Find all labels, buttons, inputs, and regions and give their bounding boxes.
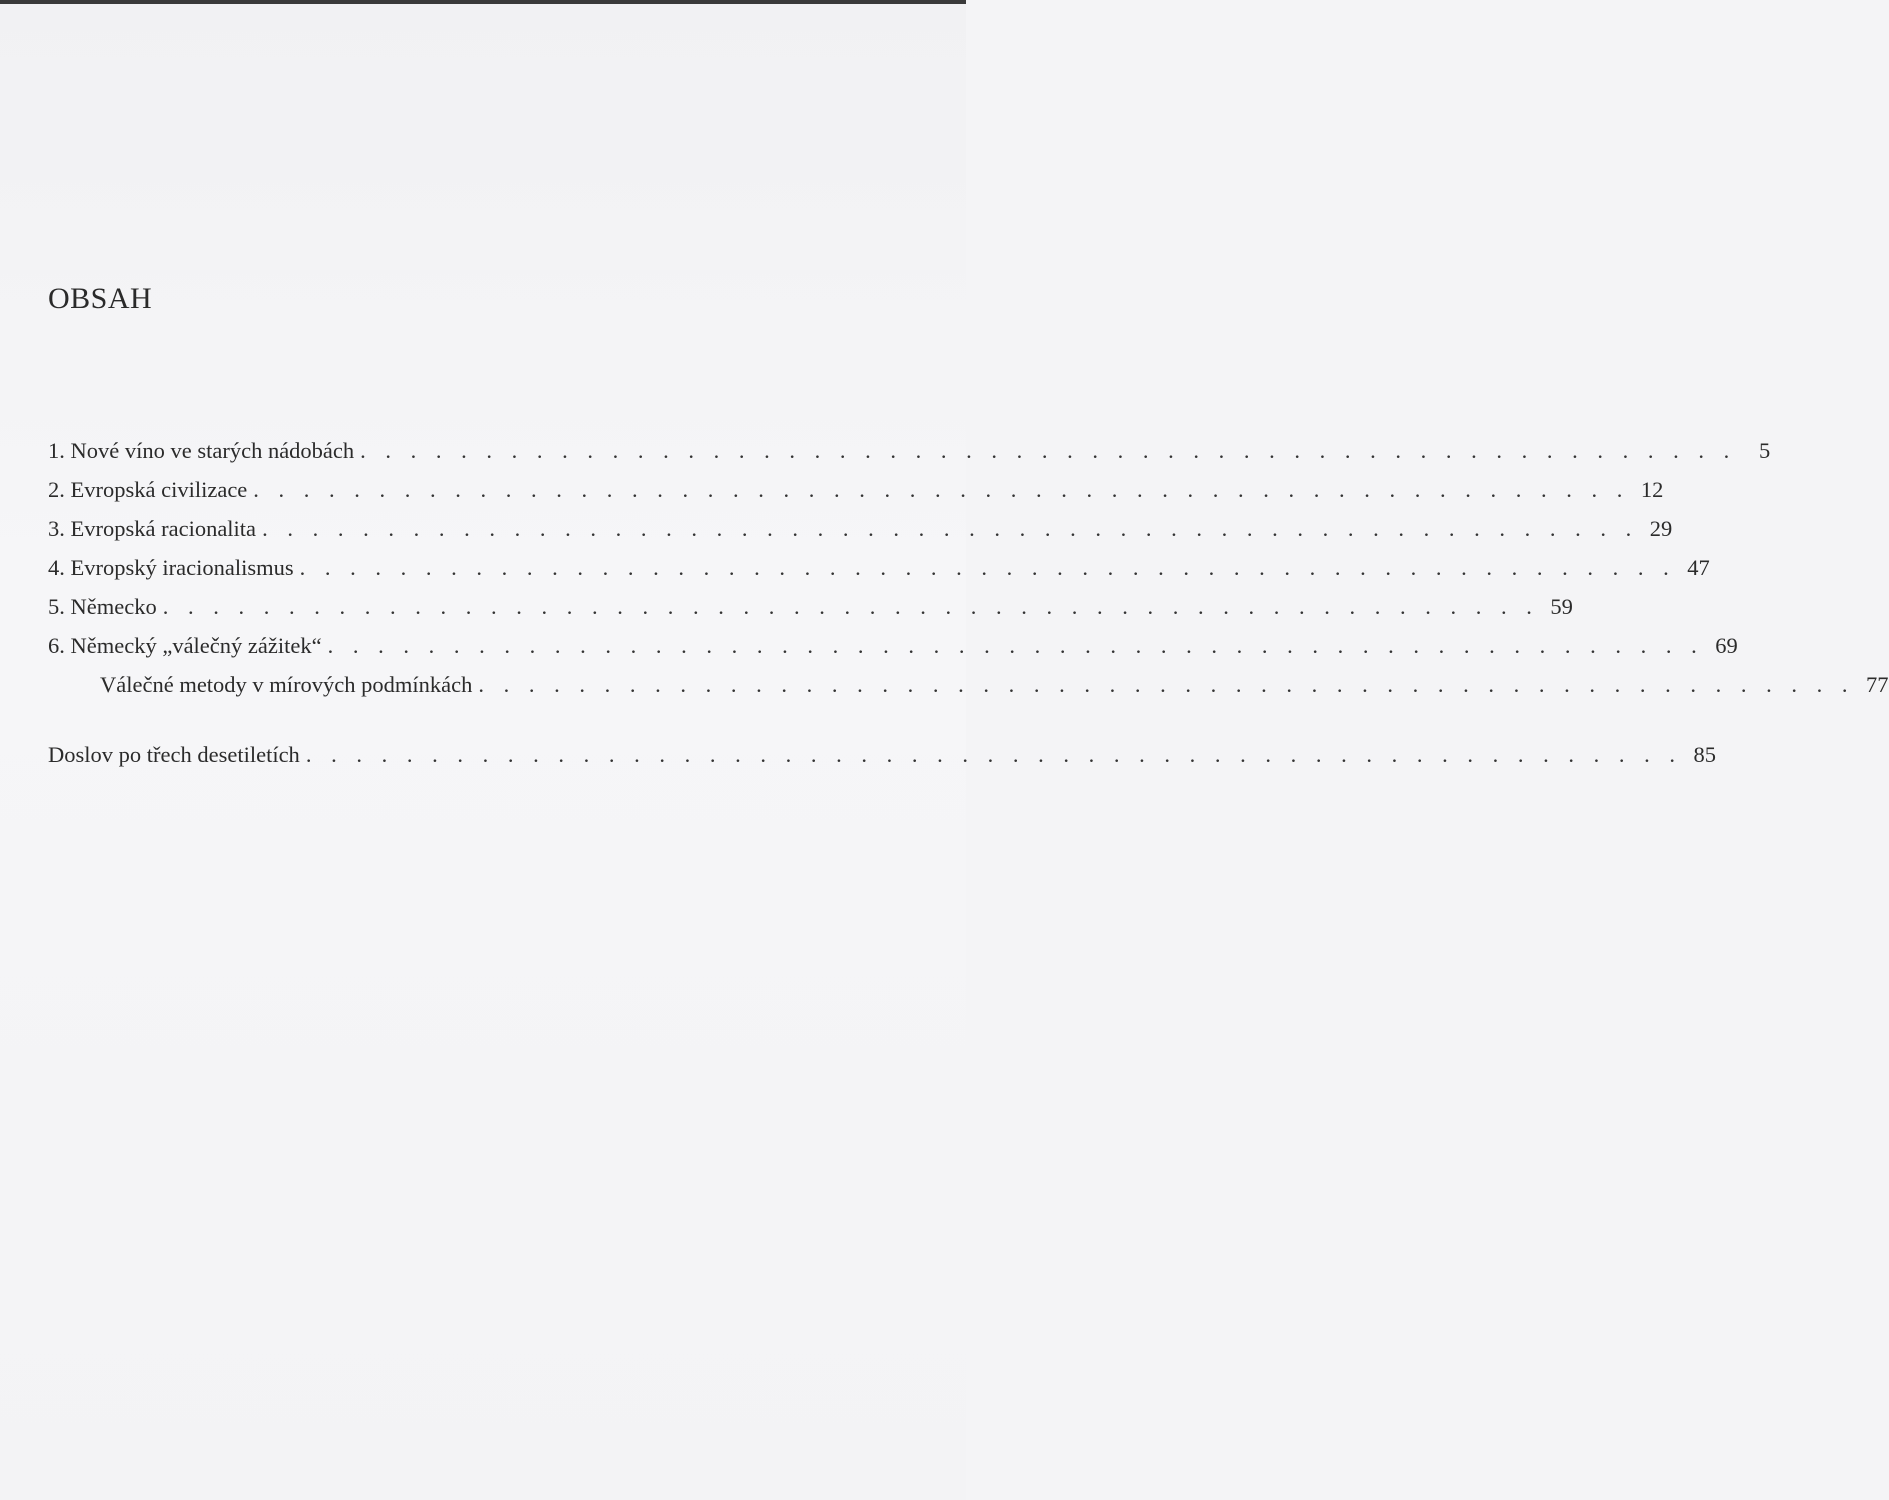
toc-entry-page: 29 <box>1649 516 1673 541</box>
toc-entry-label: 2. Evropská civilizace <box>48 477 248 502</box>
toc-entry-page: 85 <box>1693 742 1716 767</box>
dot-leader: . . . . . . . . . . . . . . . . . . . . . . . . . . . . . . . . . . . . . . . . . . . . . . . . . . . . . . . <box>478 672 1855 697</box>
toc-entry-1 <box>48 438 1771 474</box>
toc-entry-2 <box>48 477 1664 513</box>
dot-leader: . . . . . . . . . . . . . . . . . . . . . . . . . . . . . . . . . . . . . . . . . . . . . . . . . . . . . . . <box>299 555 1676 580</box>
toc-entry-label: Doslov po třech desetiletích <box>48 742 300 767</box>
dot-leader: . . . . . . . . . . . . . . . . . . . . . . . . . . . . . . . . . . . . . . . . . . . . . . . . . . . . . . . <box>262 516 1639 541</box>
toc-subentry-6-1 <box>100 672 1889 708</box>
dot-leader: . . . . . . . . . . . . . . . . . . . . . . . . . . . . . . . . . . . . . . . . . . . . . . . . . . . . . . . <box>253 477 1630 502</box>
toc-entry-page: 47 <box>1687 555 1710 580</box>
toc-heading: OBSAH <box>48 282 153 315</box>
toc-entry-label: 3. Evropská racionalita <box>48 516 257 541</box>
dot-leader: . . . . . . . . . . . . . . . . . . . . . . . . . . . . . . . . . . . . . . . . . . . . . . . . . . . . . . . <box>327 633 1704 658</box>
toc-entry-label: 6. Německý „válečný zážitek“ <box>48 633 322 658</box>
dot-leader: . . . . . . . . . . . . . . . . . . . . . . . . . . . . . . . . . . . . . . . . . . . . . . . . . . . . . . . <box>162 594 1539 619</box>
toc-entry-6 <box>48 633 1738 669</box>
toc-entry-3 <box>48 516 1673 552</box>
toc-entry-page: 69 <box>1715 633 1738 658</box>
page-top-edge <box>0 0 966 4</box>
dot-leader: . . . . . . . . . . . . . . . . . . . . . . . . . . . . . . . . . . . . . . . . . . . . . . . . . . . . . . . <box>305 742 1682 767</box>
toc-entry-label: 1. Nové víno ve starých nádobách <box>48 438 355 463</box>
toc-entry-page: 12 <box>1640 477 1664 502</box>
toc-entry-5 <box>48 594 1573 630</box>
dot-leader: . . . . . . . . . . . . . . . . . . . . . . . . . . . . . . . . . . . . . . . . . . . . . . . . . . . . . . . <box>360 438 1737 463</box>
toc-entry-page: 77 <box>1866 672 1889 697</box>
toc-entry-page: 5 <box>1759 438 1771 463</box>
toc-entry-afterword <box>48 742 1716 778</box>
toc-entry-label: Válečné metody v mírových podmínkách <box>100 672 473 697</box>
toc-entry-label: 4. Evropský iracionalismus <box>48 555 294 580</box>
toc-entry-label: 5. Německo <box>48 594 157 619</box>
toc-entry-page: 59 <box>1550 594 1573 619</box>
toc-entry-4 <box>48 555 1710 591</box>
